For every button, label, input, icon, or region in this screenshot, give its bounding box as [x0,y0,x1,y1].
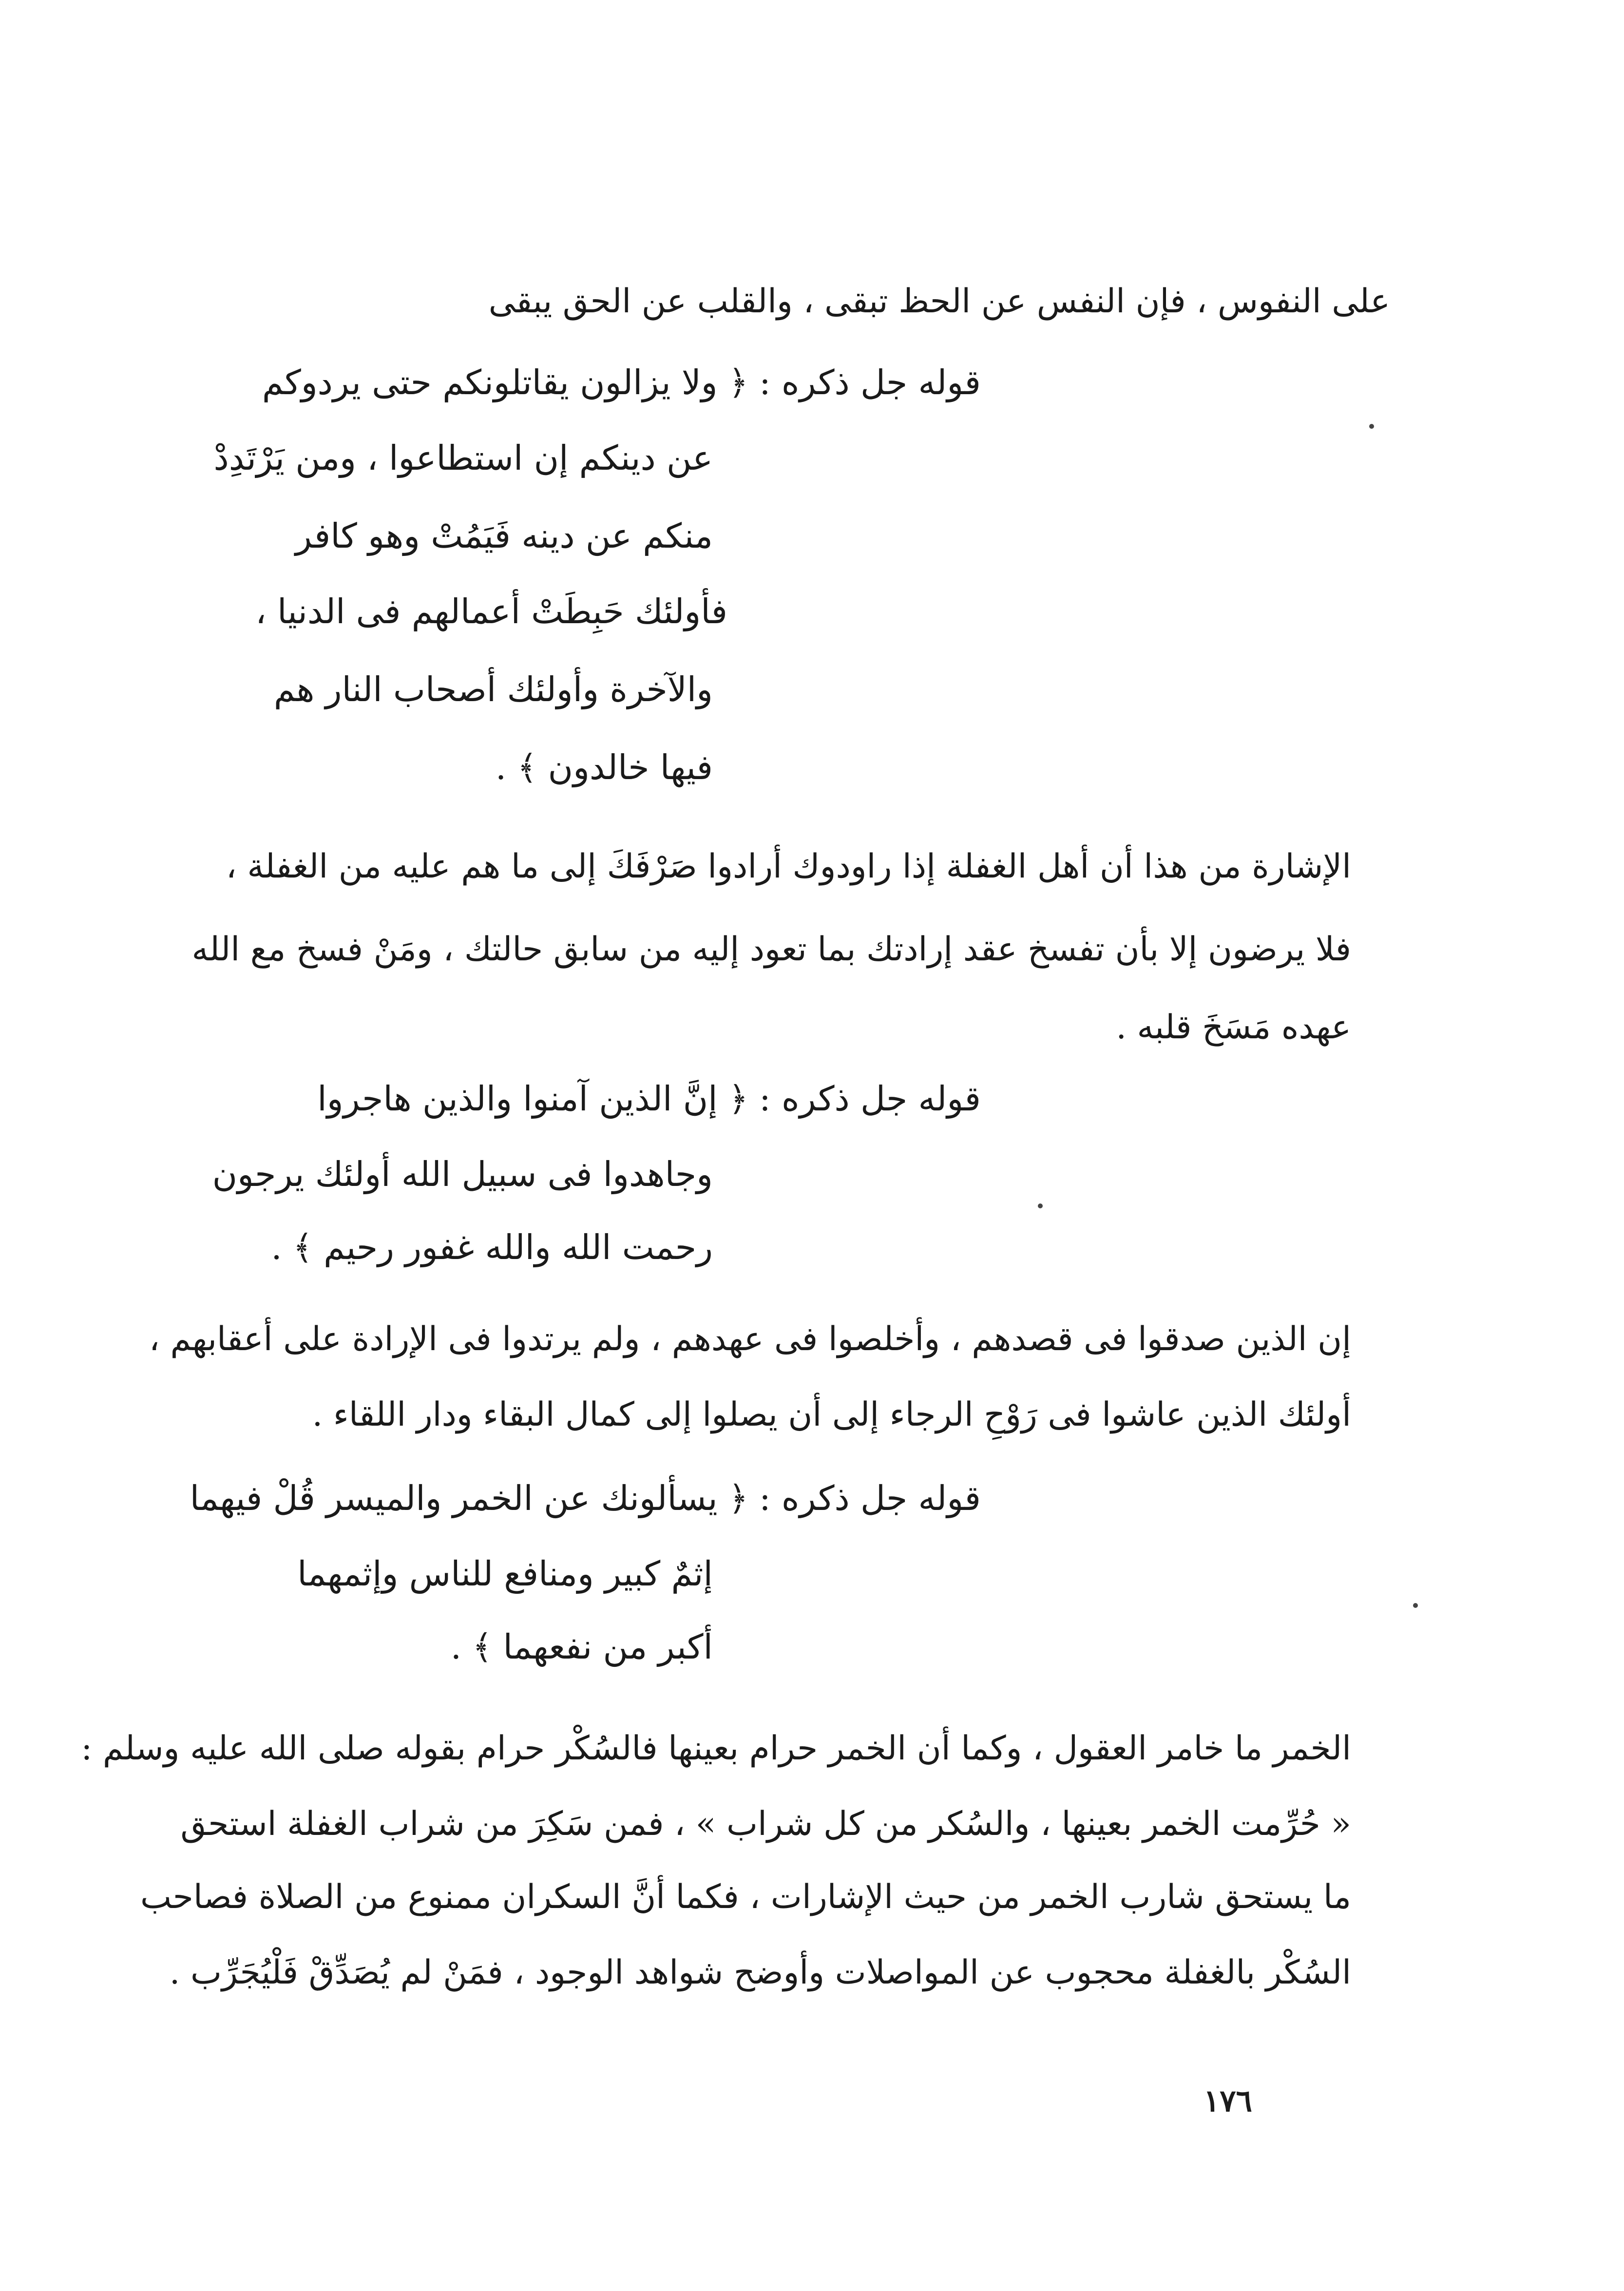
verse-line: فأولئك حَبِطَتْ أعمالهم فى الدنيا ، [255,592,727,631]
verse-line: قوله جل ذكره : ﴿ إنَّ الذين آمنوا والذين هاجروا [317,1079,981,1119]
body-line: الإشارة من هذا أن أهل الغفلة إذا راودوك أرادوا صَرْفَكَ إلى ما هم عليه من الغفلة ، [226,847,1351,886]
body-line: عهده مَسَخَ قلبه . [1116,1008,1351,1047]
scan-speck [1038,1203,1043,1208]
verse-line: وجاهدوا فى سبيل الله أولئك يرجون [212,1154,713,1194]
body-line: ما يستحق شارب الخمر من حيث الإشارات ، فكما أنَّ السكران ممنوع من الصلاة فصاحب [140,1878,1351,1916]
verse-line: رحمت الله والله غفور رحيم ﴾ . [271,1227,713,1267]
scan-speck [1369,424,1374,429]
verse-line: إثمٌ كبير ومنافع للناس وإثمهما [297,1554,713,1594]
verse-line: منكم عن دينه فَيَمُتْ وهو كافر [295,516,713,556]
scan-speck [1413,1603,1418,1608]
body-line: إن الذين صدقوا فى قصدهم ، وأخلصوا فى عهدهم ، ولم يرتدوا فى الإرادة على أعقابهم ، [149,1320,1351,1358]
body-line: « حُرِّمت الخمر بعينها ، والسُكر من كل شراب » ، فمن سَكِرَ من شراب الغفلة استحق [180,1805,1351,1843]
verse-line: قوله جل ذكره : ﴿ ولا يزالون يقاتلونكم حتى يردوكم [262,363,981,402]
body-line: أولئك الذين عاشوا فى رَوْحِ الرجاء إلى أن يصلوا إلى كمال البقاء ودار اللقاء . [312,1395,1351,1434]
page-number: ١٧٦ [1204,2083,1252,2119]
verse-line: فيها خالدون ﴾ . [495,747,713,787]
verse-line: عن دينكم إن استطاعوا ، ومن يَرْتَدِدْ [213,438,713,478]
verse-line: قوله جل ذكره : ﴿ يسألونك عن الخمر والميسر قُلْ فيهما [190,1478,981,1518]
verse-line: والآخرة وأولئك أصحاب النار هم [273,669,713,709]
body-line: فلا يرضون إلا بأن تفسخ عقد إرادتك بما تعود إليه من سابق حالتك ، ومَنْ فسخ مع الله [191,930,1351,969]
body-line: الخمر ما خامر العقول ، وكما أن الخمر حرام بعينها فالسُكْر حرام بقوله صلى الله عليه وسلم : [81,1729,1351,1768]
body-line: السُكْر بالغفلة محجوب عن المواصلات وأوضح شواهد الوجود ، فمَنْ لم يُصَدِّقْ فَلْيُجَرِّب . [169,1953,1351,1992]
verse-line: أكبر من نفعهما ﴾ . [450,1627,713,1667]
top-line: على النفوس ، فإن النفس عن الحظ تبقى ، والقلب عن الحق يبقى [488,282,1390,321]
